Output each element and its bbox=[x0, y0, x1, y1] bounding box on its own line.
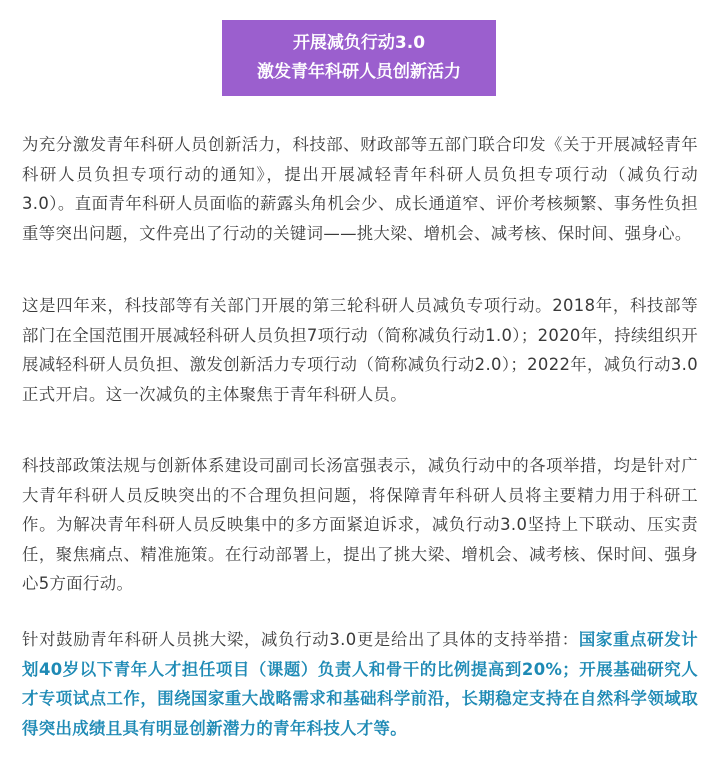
paragraph-4-highlight: 国家重点研发计划40岁以下青年人才担任项目（课题）负责人和骨干的比例提高到20%；开展基础研究人才专项试点工作，围绕国家重大战略需求和基础科学前沿，长期稳定支持在自然科学领域取得突出成绩且具有明显创新潜力的青年科技人才等。 bbox=[22, 630, 699, 738]
paragraph-1: 为充分激发青年科研人员创新活力，科技部、财政部等五部门联合印发《关于开展减轻青年科研人员负担专项行动的通知》，提出开展减轻青年科研人员负担专项行动（减负行动3.0）。直面青年科研人员面临的薪露头角机会少、成长通道窄、评价考核频繁、事务性负担重等突出问题，文件亮出了行动的关键词——挑大梁、增机会、减考核、保时间、强身心。 bbox=[22, 135, 698, 243]
paragraph-3: 科技部政策法规与创新体系建设司副司长汤富强表示，减负行动中的各项举措，均是针对广大青年科研人员反映突出的不合理负担问题，将保障青年科研人员将主要精力用于科研工作。为解决青年科研人员反映集中的多方面紧迫诉求，减负行动3.0坚持上下联动、压实责任，聚焦痛点、精准施策。在行动部署上，提出了挑大梁、增机会、减考核、保时间、强身心5方面行动。 bbox=[22, 456, 698, 593]
title-banner bbox=[222, 20, 496, 96]
title-line-2: 激发青年科研人员创新活力 bbox=[257, 62, 461, 82]
paragraph-4-text: 针对鼓励青年科研人员挑大梁，减负行动3.0更是给出了具体的支持举措： bbox=[22, 630, 579, 649]
paragraph-2: 这是四年来，科技部等有关部门开展的第三轮科研人员减负专项行动。2018年，科技部等部门在全国范围开展减轻科研人员负担7项行动（简称减负行动1.0）；2020年，持续组织开展减轻科研人员负担、激发创新活力专项行动（简称减负行动2.0）；2022年，减负行动3.0正式开启。这一次减负的主体聚焦于青年科研人员。 bbox=[22, 296, 698, 404]
title-line-1: 开展减负行动3.0 bbox=[292, 33, 426, 53]
paragraph-4 bbox=[22, 625, 698, 743]
